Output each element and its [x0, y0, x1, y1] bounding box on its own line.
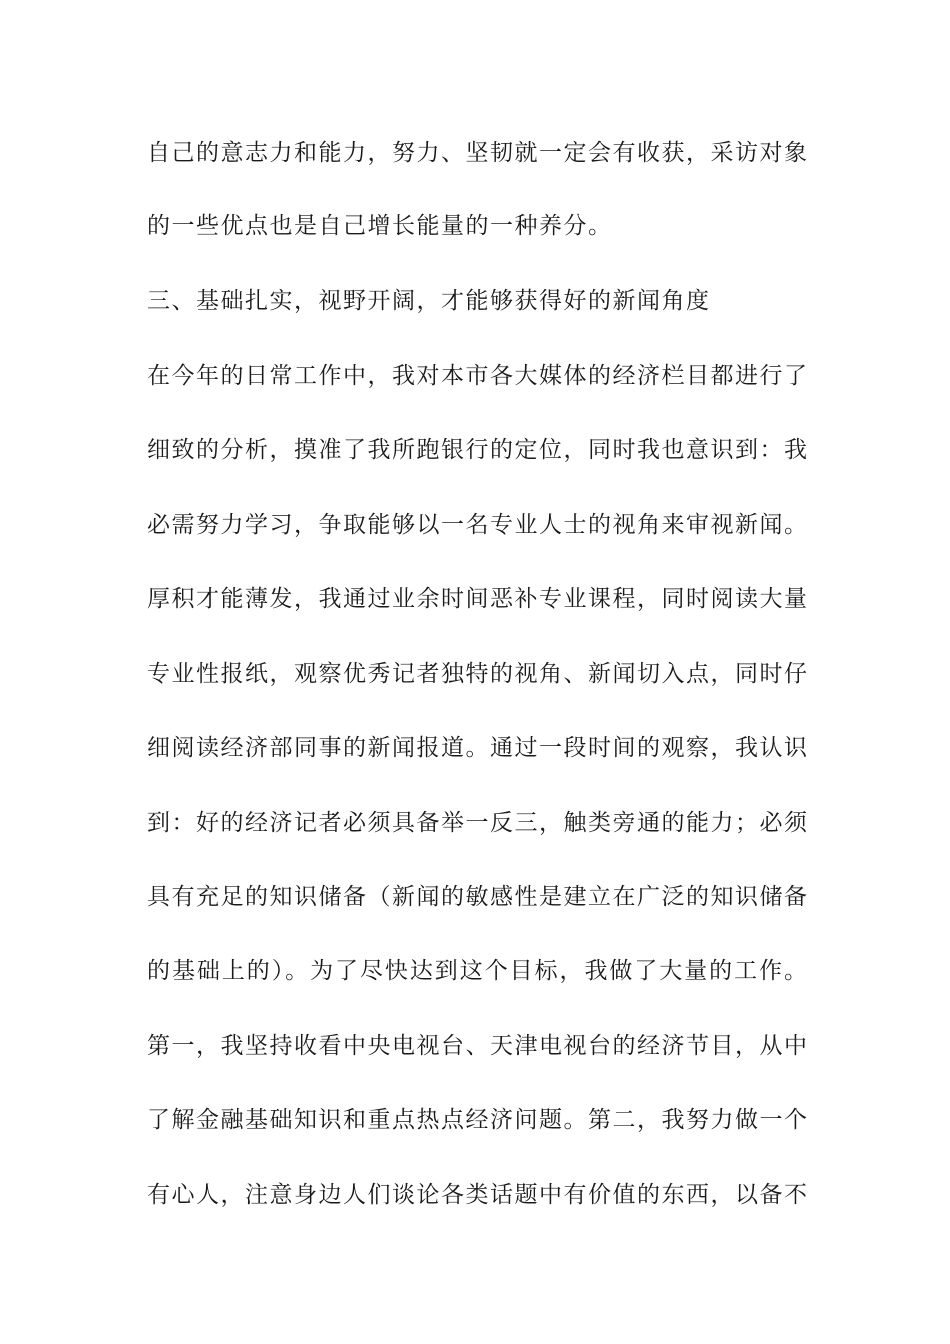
text-line-15: 有心人，注意身边人们谈论各类话题中有价值的东西，以备不	[147, 1182, 807, 1208]
text-line-1: 自己的意志力和能力，努力、坚韧就一定会有收获，采访对象	[147, 140, 807, 166]
text-line-14: 了解金融基础知识和重点热点经济问题。第二，我努力做一个	[147, 1107, 807, 1133]
text-line-2: 的一些优点也是自己增长能量的一种养分。	[147, 213, 613, 239]
text-line-8: 专业性报纸，观察优秀记者独特的视角、新闻切入点，同时仔	[147, 661, 807, 687]
text-line-7: 厚积才能薄发，我通过业余时间恶补专业课程，同时阅读大量	[147, 586, 807, 612]
text-line-9: 细阅读经济部同事的新闻报道。通过一段时间的观察，我认识	[147, 735, 807, 761]
text-line-4: 在今年的日常工作中，我对本市各大媒体的经济栏目都进行了	[147, 363, 807, 389]
text-line-6: 必需努力学习，争取能够以一名专业人士的视角来审视新闻。	[147, 512, 807, 538]
text-line-11: 具有充足的知识储备（新闻的敏感性是建立在广泛的知识储备	[147, 884, 807, 910]
text-line-13: 第一，我坚持收看中央电视台、天津电视台的经济节目，从中	[147, 1033, 807, 1059]
text-line-12: 的基础上的）。为了尽快达到这个目标，我做了大量的工作。	[147, 958, 807, 984]
section-heading: 三、基础扎实，视野开阔，才能够获得好的新闻角度	[147, 288, 711, 314]
text-line-10: 到：好的经济记者必须具备举一反三，触类旁通的能力；必须	[147, 810, 807, 836]
text-line-5: 细致的分析，摸准了我所跑银行的定位，同时我也意识到：我	[147, 437, 807, 463]
